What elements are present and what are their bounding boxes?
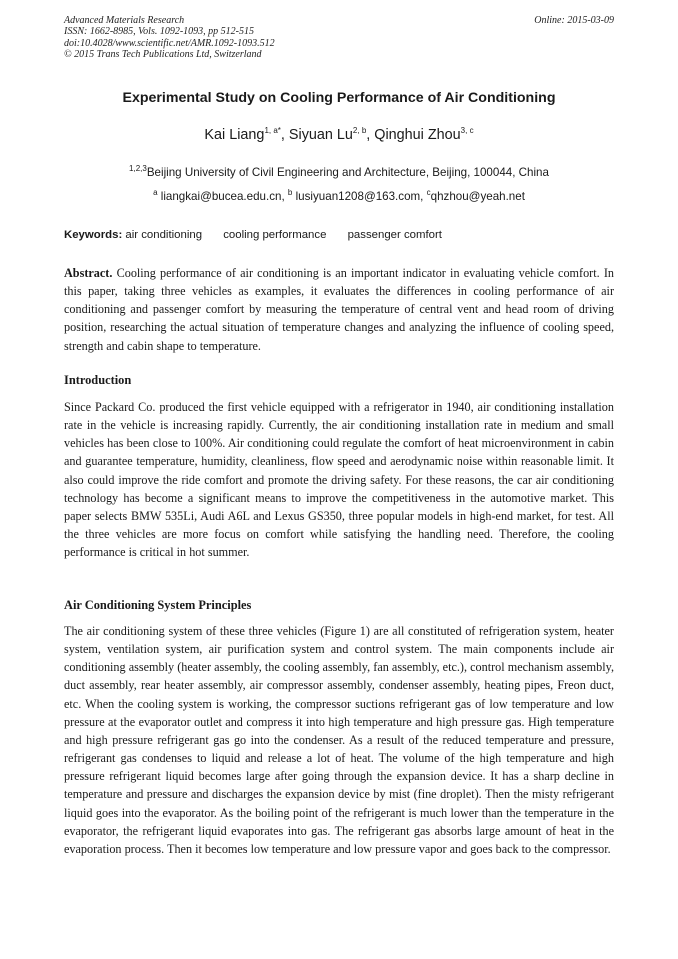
section-body-introduction: Since Packard Co. produced the first vehicle equipped with a refrigerator in 1940, air conditioning installation rate in the vehicle is increasing rapidly. Currently, the air conditioning installation rate in medium and small vehicles has been close to 100%. Air conditioning could regulate the comfort of heat microenvironment in cabin and guarantee temperature, humidity, cleanliness, flow speed and aerodynamic noise within reasonable limit. It also could improve the ride comfort and promote the driving safety. For these reasons, the car air conditioning technology has become a significant means to improve the competitiveness in the automotive market. This paper selects BMW 535Li, Audi A6L and Lexus GS350, three popular models in high-end market, for test. All the three vehicles are more focus on comfort while satisfying the handling need. Therefore, the cooling performance is critical in hot summer. bbox=[64, 400, 614, 560]
email-link[interactable]: liangkai@bucea.edu.cn, bbox=[160, 190, 285, 203]
section-body-system-principles: The air conditioning system of these three vehicles (Figure 1) are all constituted of refrigeration system, heater system, ventilation system, air purification system and control system. The main components include air conditioning assembly (heater assembly, the cooling assembly, fan assembly, etc.), control mechanism assembly, duct assembly, rear heater assembly, air compressor assembly, condenser assembly, heating pipes, Freon duct, etc. When the cooling system is working, the compressor suctions refrigerant gas of low temperature and low pressure at the evaporator outlet and compress it into high temperature and high pressure gas. High temperature and high pressure refrigerant gas go into the condenser. As a result of the reduced temperature and pressure, refrigerant gas condenses to liquid and release a lot of heat. The volume of the high temperature and high pressure refrigerant liquid becomes large after going through the expansion device. It has a sharp decline in temperature and pressure and discharges the expansion device by mist (fine droplet). Then the misty refrigerant liquid goes into the evaporator. As the boiling point of the refrigerant is much lower than the temperature in the evaporator, the refrigerant liquid evaporates into gas. The refrigerant gas absorbs large amount of heat in the evaporation process. Then it becomes low temperature and low pressure vapor and goes back to the compressor. bbox=[64, 624, 614, 856]
keywords-label: Keywords: bbox=[64, 229, 123, 241]
affiliation-text: Beijing University of Civil Engineering and Architecture, Beijing, 100044, China bbox=[146, 166, 549, 179]
section-heading-introduction: Introduction bbox=[64, 373, 132, 387]
keywords bbox=[64, 229, 614, 241]
paper-title: Experimental Study on Cooling Performance of Air Conditioning bbox=[122, 90, 556, 106]
email-link[interactable]: qhzhou@yeah.net bbox=[430, 190, 525, 203]
issn-line: ISSN: 1662-8985, Vols. 1092-1093, pp 512-515 bbox=[64, 26, 254, 38]
email-link[interactable]: lusiyuan1208@163.com, bbox=[295, 190, 424, 203]
author-affil-mark: 2, b bbox=[352, 126, 367, 136]
author-name: Qinghui Zhou bbox=[374, 127, 461, 143]
email-list bbox=[0, 190, 678, 203]
author-name: Kai Liang bbox=[204, 127, 265, 143]
keyword-item: cooling performance bbox=[223, 229, 327, 241]
abstract-label: Abstract. bbox=[64, 266, 113, 280]
email-mark: c bbox=[426, 188, 431, 198]
copyright-line: © 2015 Trans Tech Publications Ltd, Switzerland bbox=[64, 48, 262, 60]
journal-name: Advanced Materials Research bbox=[64, 15, 185, 26]
email-mark: a bbox=[153, 188, 158, 198]
journal-header bbox=[64, 15, 614, 60]
author-separator: , bbox=[366, 127, 375, 143]
author-list bbox=[0, 127, 678, 143]
section-heading-system-principles: Air Conditioning System Principles bbox=[64, 598, 252, 612]
author-name: Siyuan Lu bbox=[288, 127, 353, 143]
affiliation bbox=[0, 166, 678, 179]
keyword-item: passenger comfort bbox=[347, 229, 442, 241]
doi-line: doi:10.4028/www.scientific.net/AMR.1092-1093.512 bbox=[64, 37, 275, 49]
online-date: Online: 2015-03-09 bbox=[534, 15, 614, 26]
author-affil-mark: 3, c bbox=[460, 126, 474, 136]
author-affil-mark: 1, a* bbox=[264, 126, 281, 136]
keyword-item: air conditioning bbox=[125, 229, 203, 241]
email-mark: b bbox=[287, 188, 293, 198]
abstract bbox=[64, 264, 614, 355]
abstract-text: Cooling performance of air conditioning is an important indicator in evaluating vehicle comfort. In this paper, taking three vehicles as examples, it evaluates the differences in cooling performance of air conditioning and passenger comfort by measuring the temperature of central vent and head room of driving position, researching the actual situation of temperature changes and analyzing the influence of cooling speed, strength and cabin shape to temperature. bbox=[64, 266, 614, 353]
author-separator: , bbox=[280, 127, 289, 143]
affiliation-mark: 1,2,3 bbox=[129, 164, 147, 174]
